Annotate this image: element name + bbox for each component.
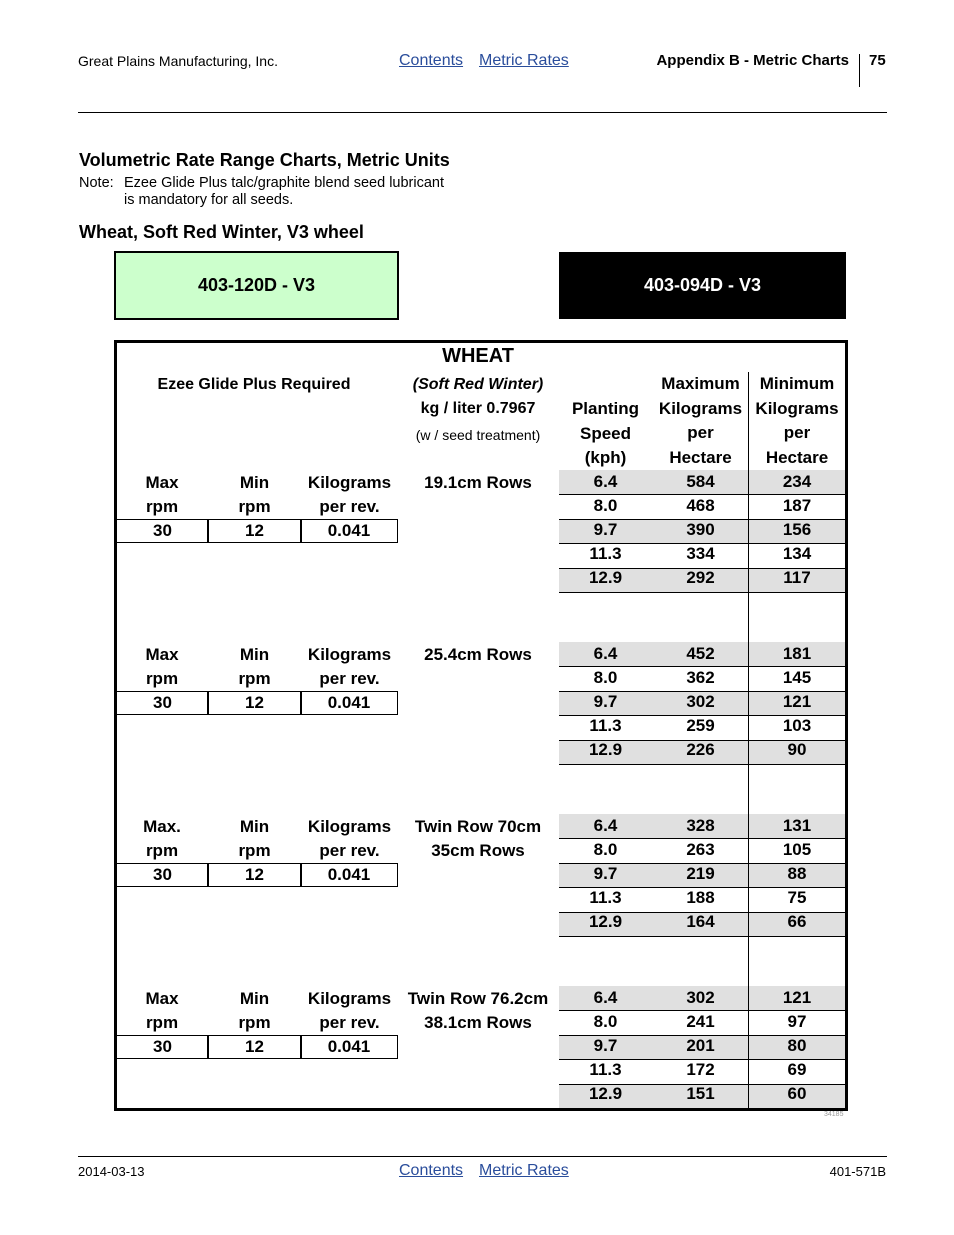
company-name: Great Plains Manufacturing, Inc. (78, 53, 278, 69)
max-rpm-value: 30 (116, 1035, 209, 1059)
table-row: 452 362 302 259 226 (686, 644, 715, 759)
min-rpm-header: Min rpm (238, 645, 271, 688)
column-divider (748, 372, 749, 1109)
min-rpm-value: 12 (207, 863, 302, 887)
note-line-1: Ezee Glide Plus talc/graphite blend seed lubricant (124, 175, 444, 191)
section-title: Appendix B - Metric Charts (656, 52, 849, 69)
min-rpm-header: Min rpm (238, 989, 271, 1032)
metric-rates-link[interactable]: Metric Rates (479, 52, 569, 69)
header-rule (78, 112, 887, 113)
table-row: 302 241 201 172 151 (686, 988, 715, 1103)
table-row: 181 145 121 103 90 (782, 644, 812, 759)
max-rpm-value: 30 (116, 691, 209, 715)
max-rpm-header: Max rpm (145, 989, 179, 1032)
kg-per-rev-value: 0.041 (300, 863, 398, 887)
footer-date: 2014-03-13 (78, 1164, 145, 1179)
kg-per-rev-header: Kilograms per rev. (307, 645, 392, 688)
figure-id: 34185 (824, 1111, 844, 1118)
row-spacing-label: Twin Row 70cm 35cm Rows (414, 817, 542, 860)
doc-number: 401-571B (829, 1164, 886, 1179)
note-label: Note: (79, 175, 114, 191)
kg-per-rev-value: 0.041 (300, 691, 398, 715)
seed-density: kg / liter 0.7967 (420, 400, 536, 417)
footer-metric-rates-link[interactable]: Metric Rates (479, 1162, 569, 1179)
row-spacing-label: 25.4cm Rows (424, 645, 532, 664)
chart-subtitle: Wheat, Soft Red Winter, V3 wheel (79, 222, 364, 242)
col-header-max: Maximum Kilograms per Hectare (658, 374, 743, 467)
page-number: 75 (869, 52, 886, 69)
min-rpm-value: 12 (207, 1035, 302, 1059)
kg-per-rev-header: Kilograms per rev. (307, 989, 392, 1032)
min-rpm-value: 12 (207, 519, 302, 543)
max-rpm-value: 30 (116, 863, 209, 887)
footer-contents-link[interactable]: Contents (399, 1162, 464, 1179)
max-rpm-header: Max rpm (145, 473, 179, 516)
meter-box-403-094d: 403-094D - V3 (559, 252, 846, 319)
min-rpm-value: 12 (207, 691, 302, 715)
crop-variety: (Soft Red Winter) (412, 376, 544, 393)
lubricant-note: Ezee Glide Plus Required (157, 376, 351, 393)
page-title: Volumetric Rate Range Charts, Metric Units (79, 150, 450, 170)
footer-rule (78, 1156, 887, 1157)
table-row: 328 263 219 188 164 (686, 816, 715, 931)
table-row: 121 97 80 69 60 (782, 988, 812, 1103)
table-row: 6.4 8.0 9.7 11.3 12.9 (588, 816, 623, 931)
col-header-min: Minimum Kilograms per Hectare (755, 374, 839, 467)
kg-per-rev-header: Kilograms per rev. (307, 817, 392, 860)
kg-per-rev-value: 0.041 (300, 519, 398, 543)
row-spacing-label: 19.1cm Rows (424, 473, 532, 492)
min-rpm-header: Min rpm (238, 817, 271, 860)
table-row: 6.4 8.0 9.7 11.3 12.9 (588, 472, 623, 587)
col-header-speed: Planting Speed (kph) (571, 399, 640, 467)
contents-link[interactable]: Contents (399, 52, 464, 69)
note-line-2: is mandatory for all seeds. (124, 192, 294, 208)
max-rpm-header: Max rpm (145, 645, 179, 688)
max-rpm-header: Max. rpm (143, 817, 181, 860)
table-row: 234 187 156 134 117 (782, 472, 812, 587)
table-row: 6.4 8.0 9.7 11.3 12.9 (588, 644, 623, 759)
kg-per-rev-value: 0.041 (300, 1035, 398, 1059)
max-rpm-value: 30 (116, 519, 209, 543)
table-row: 131 105 88 75 66 (782, 816, 812, 931)
crop-name: WHEAT (442, 345, 514, 367)
row-spacing-label: Twin Row 76.2cm 38.1cm Rows (407, 989, 549, 1032)
table-row: 6.4 8.0 9.7 11.3 12.9 (588, 988, 623, 1103)
kg-per-rev-header: Kilograms per rev. (307, 473, 392, 516)
meter-box-403-120d: 403-120D - V3 (114, 251, 399, 320)
min-rpm-header: Min rpm (238, 473, 271, 516)
header-divider (859, 54, 860, 87)
table-row: 584 468 390 334 292 (686, 472, 715, 587)
seed-treatment: (w / seed treatment) (415, 427, 541, 443)
